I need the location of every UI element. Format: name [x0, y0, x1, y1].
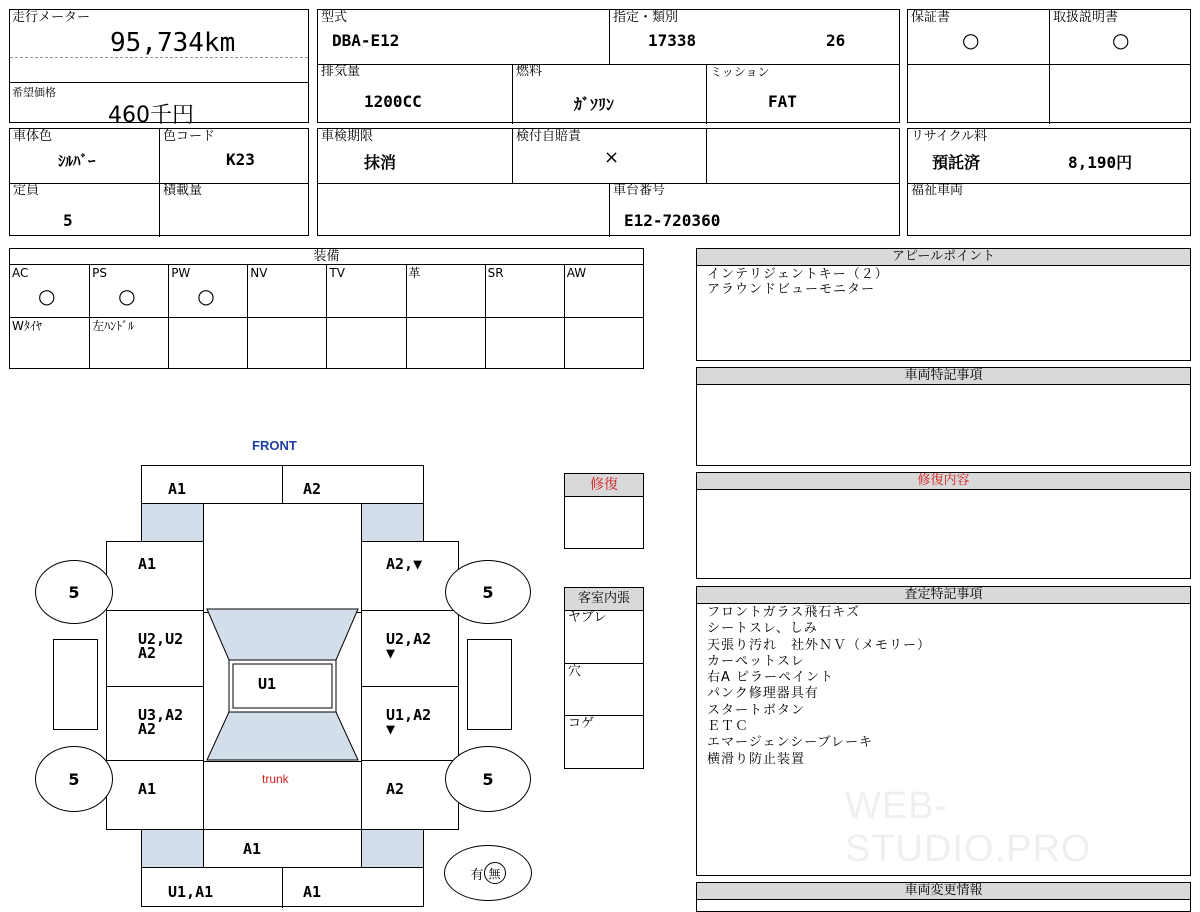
chassis-label: 車台番号 — [613, 183, 666, 198]
insurance-value: × — [604, 147, 620, 168]
equipment-label: 左ﾊﾝﾄﾞﾙ — [92, 319, 135, 333]
front-left-pillar — [141, 503, 204, 542]
roof — [229, 660, 336, 712]
fuel-value: ｶﾞｿﾘﾝ — [574, 95, 615, 114]
body-color-value: ｼﾙﾊﾞｰ — [58, 152, 96, 170]
interior-item-tear: ヤブレ — [568, 610, 607, 625]
spare-has-label: 有 — [470, 867, 484, 883]
equipment-label: 革 — [408, 266, 421, 280]
tire-rear-left: 5 — [35, 746, 113, 812]
manual-value: ○ — [1112, 28, 1130, 52]
recycle-amount: 8,190円 — [1068, 153, 1133, 172]
recycle-status: 預託済 — [932, 153, 981, 172]
equipment-cell-7 — [564, 265, 643, 317]
equipment-mark: ○ — [118, 284, 136, 308]
designation-value-2: 26 — [826, 31, 846, 50]
inspection-label: 車検期限 — [321, 129, 374, 144]
left-mirror — [53, 639, 98, 730]
appeal-line: インテリジェントキー（２） — [707, 267, 889, 282]
front-right-pillar — [361, 503, 424, 542]
rear-right-pillar — [361, 829, 424, 868]
equipment-label: PW — [171, 266, 191, 280]
capacity-value: 5 — [63, 211, 73, 230]
repair-box — [564, 473, 644, 549]
warranty-value: ○ — [962, 28, 980, 52]
assessment-line: スタートボタン — [707, 702, 806, 718]
left-rear-door-grade: U3,A2 A2 — [138, 706, 184, 738]
interior-box-title: 客室内張 — [565, 588, 643, 611]
rear-panel-grade: A1 — [243, 840, 262, 858]
model-type-label: 型式 — [321, 10, 348, 25]
hood — [203, 503, 362, 613]
repair-details-panel — [696, 472, 1191, 579]
rear-glass — [207, 712, 358, 760]
front-label: FRONT — [252, 438, 297, 453]
spare-tire — [444, 845, 532, 901]
right-front-fender-grade: A2,▼ — [386, 555, 423, 573]
interior-box — [564, 587, 644, 769]
model-type-value: DBA-E12 — [332, 31, 400, 50]
car-diagram — [0, 0, 560, 900]
insurance-label: 検付自賠責 — [516, 129, 582, 144]
color-code-label: 色コード — [163, 129, 216, 144]
right-mirror — [467, 639, 512, 730]
mileage-value: 95,734km — [110, 28, 236, 58]
rear-bumper-left-grade: U1,A1 — [168, 883, 214, 901]
watermark: WEB-STUDIO.PRO — [845, 785, 1092, 870]
right-body — [361, 541, 459, 830]
vehicle-notes-title: 車両特記事項 — [697, 368, 1190, 385]
equipment-label: Wﾀｲﾔ — [12, 319, 42, 333]
interior-item-burn: コゲ — [568, 716, 595, 731]
equipment-mark: ○ — [38, 284, 56, 308]
tire-front-right: 5 — [445, 560, 531, 624]
cabin-glass — [203, 608, 362, 762]
price-value: 460千円 — [108, 103, 194, 128]
rear-panel — [203, 829, 362, 868]
right-front-door-grade: U2,A2 ▼ — [386, 630, 432, 662]
assessment-notes-title: 査定特記事項 — [697, 587, 1190, 604]
capacity-label: 定員 — [13, 183, 40, 198]
assessment-line: ＥＴＣ — [707, 719, 750, 735]
vehicle-notes-panel — [696, 367, 1191, 466]
inspection-value: 抹消 — [364, 153, 397, 172]
spare-none-label: 無 — [484, 862, 506, 884]
interior-item-hole: 穴 — [568, 664, 582, 679]
assessment-line: シートスレ、しみ — [707, 621, 818, 637]
repair-details-title: 修復内容 — [697, 473, 1190, 490]
trunk-label: trunk — [262, 772, 289, 786]
equipment-cell-row2-7 — [564, 317, 643, 368]
assessment-notes-panel — [696, 586, 1191, 876]
equipment-label: AW — [566, 266, 587, 280]
warranty-label: 保証書 — [911, 10, 951, 25]
assessment-line: パンク修理器具有 — [707, 686, 819, 702]
fuel-label: 燃料 — [516, 64, 543, 79]
manual-label: 取扱説明書 — [1053, 10, 1119, 25]
assessment-line: エマージェンシーブレーキ — [707, 735, 873, 751]
front-bumper-left-grade: A1 — [168, 480, 187, 498]
equipment-mark: ○ — [197, 284, 215, 308]
tire-front-left: 5 — [35, 560, 113, 624]
transmission-value: FAT — [768, 92, 797, 111]
equipment-label: TV — [329, 266, 345, 280]
left-front-door-grade: U2,U2 A2 — [138, 630, 184, 662]
rear-left-pillar — [141, 829, 204, 868]
appeal-panel — [696, 248, 1191, 361]
documents-box — [907, 9, 1191, 123]
equipment-title: 装備 — [10, 249, 643, 265]
front-bumper-right-grade: A2 — [303, 480, 322, 498]
mileage-label: 走行メーター — [12, 10, 91, 25]
windshield — [207, 609, 358, 660]
transmission-label: ミッション — [710, 65, 770, 79]
price-label: 希望価格 — [12, 86, 56, 99]
displacement-value: 1200CC — [364, 92, 422, 111]
vehicle-changes-panel — [696, 882, 1191, 912]
assessment-line: 横滑り防止装置 — [707, 751, 806, 767]
equipment-label: NV — [250, 266, 268, 280]
repair-box-title: 修復 — [565, 474, 643, 497]
designation-label: 指定・類別 — [613, 10, 679, 25]
appeal-title: アピールポイント — [697, 249, 1190, 266]
tire-rear-right: 5 — [445, 746, 531, 812]
equipment-label: PS — [92, 266, 107, 280]
load-label: 積載量 — [163, 183, 203, 198]
chassis-value: E12-720360 — [624, 211, 721, 230]
recycle-label: リサイクル料 — [911, 129, 988, 144]
equipment-label: AC — [12, 266, 29, 280]
left-quarter-grade: A1 — [138, 780, 157, 798]
rear-bumper-right-grade: A1 — [303, 883, 322, 901]
recycle-welfare-box — [907, 128, 1191, 236]
welfare-label: 福祉車両 — [911, 183, 964, 198]
equipment-label: SR — [487, 266, 504, 280]
left-front-fender-grade: A1 — [138, 555, 157, 573]
color-code-value: K23 — [226, 150, 255, 169]
right-quarter-grade: A2 — [386, 780, 405, 798]
displacement-label: 排気量 — [321, 64, 361, 79]
body-color-label: 車体色 — [13, 129, 53, 144]
appeal-line: アラウンドビューモニター — [707, 282, 876, 297]
assessment-line: フロントガラス飛石キズ — [707, 605, 860, 620]
right-rear-door-grade: U1,A2 ▼ — [386, 706, 432, 738]
designation-value-1: 17338 — [648, 31, 697, 50]
roof-grade: U1 — [258, 675, 277, 693]
assessment-line: 天張り汚れ 社外ＮＶ（メモリー） — [707, 637, 932, 653]
assessment-line: カーペットスレ — [707, 653, 805, 669]
assessment-line: 右A ピラーペイント — [707, 670, 835, 686]
vehicle-changes-title: 車両変更情報 — [697, 883, 1190, 900]
